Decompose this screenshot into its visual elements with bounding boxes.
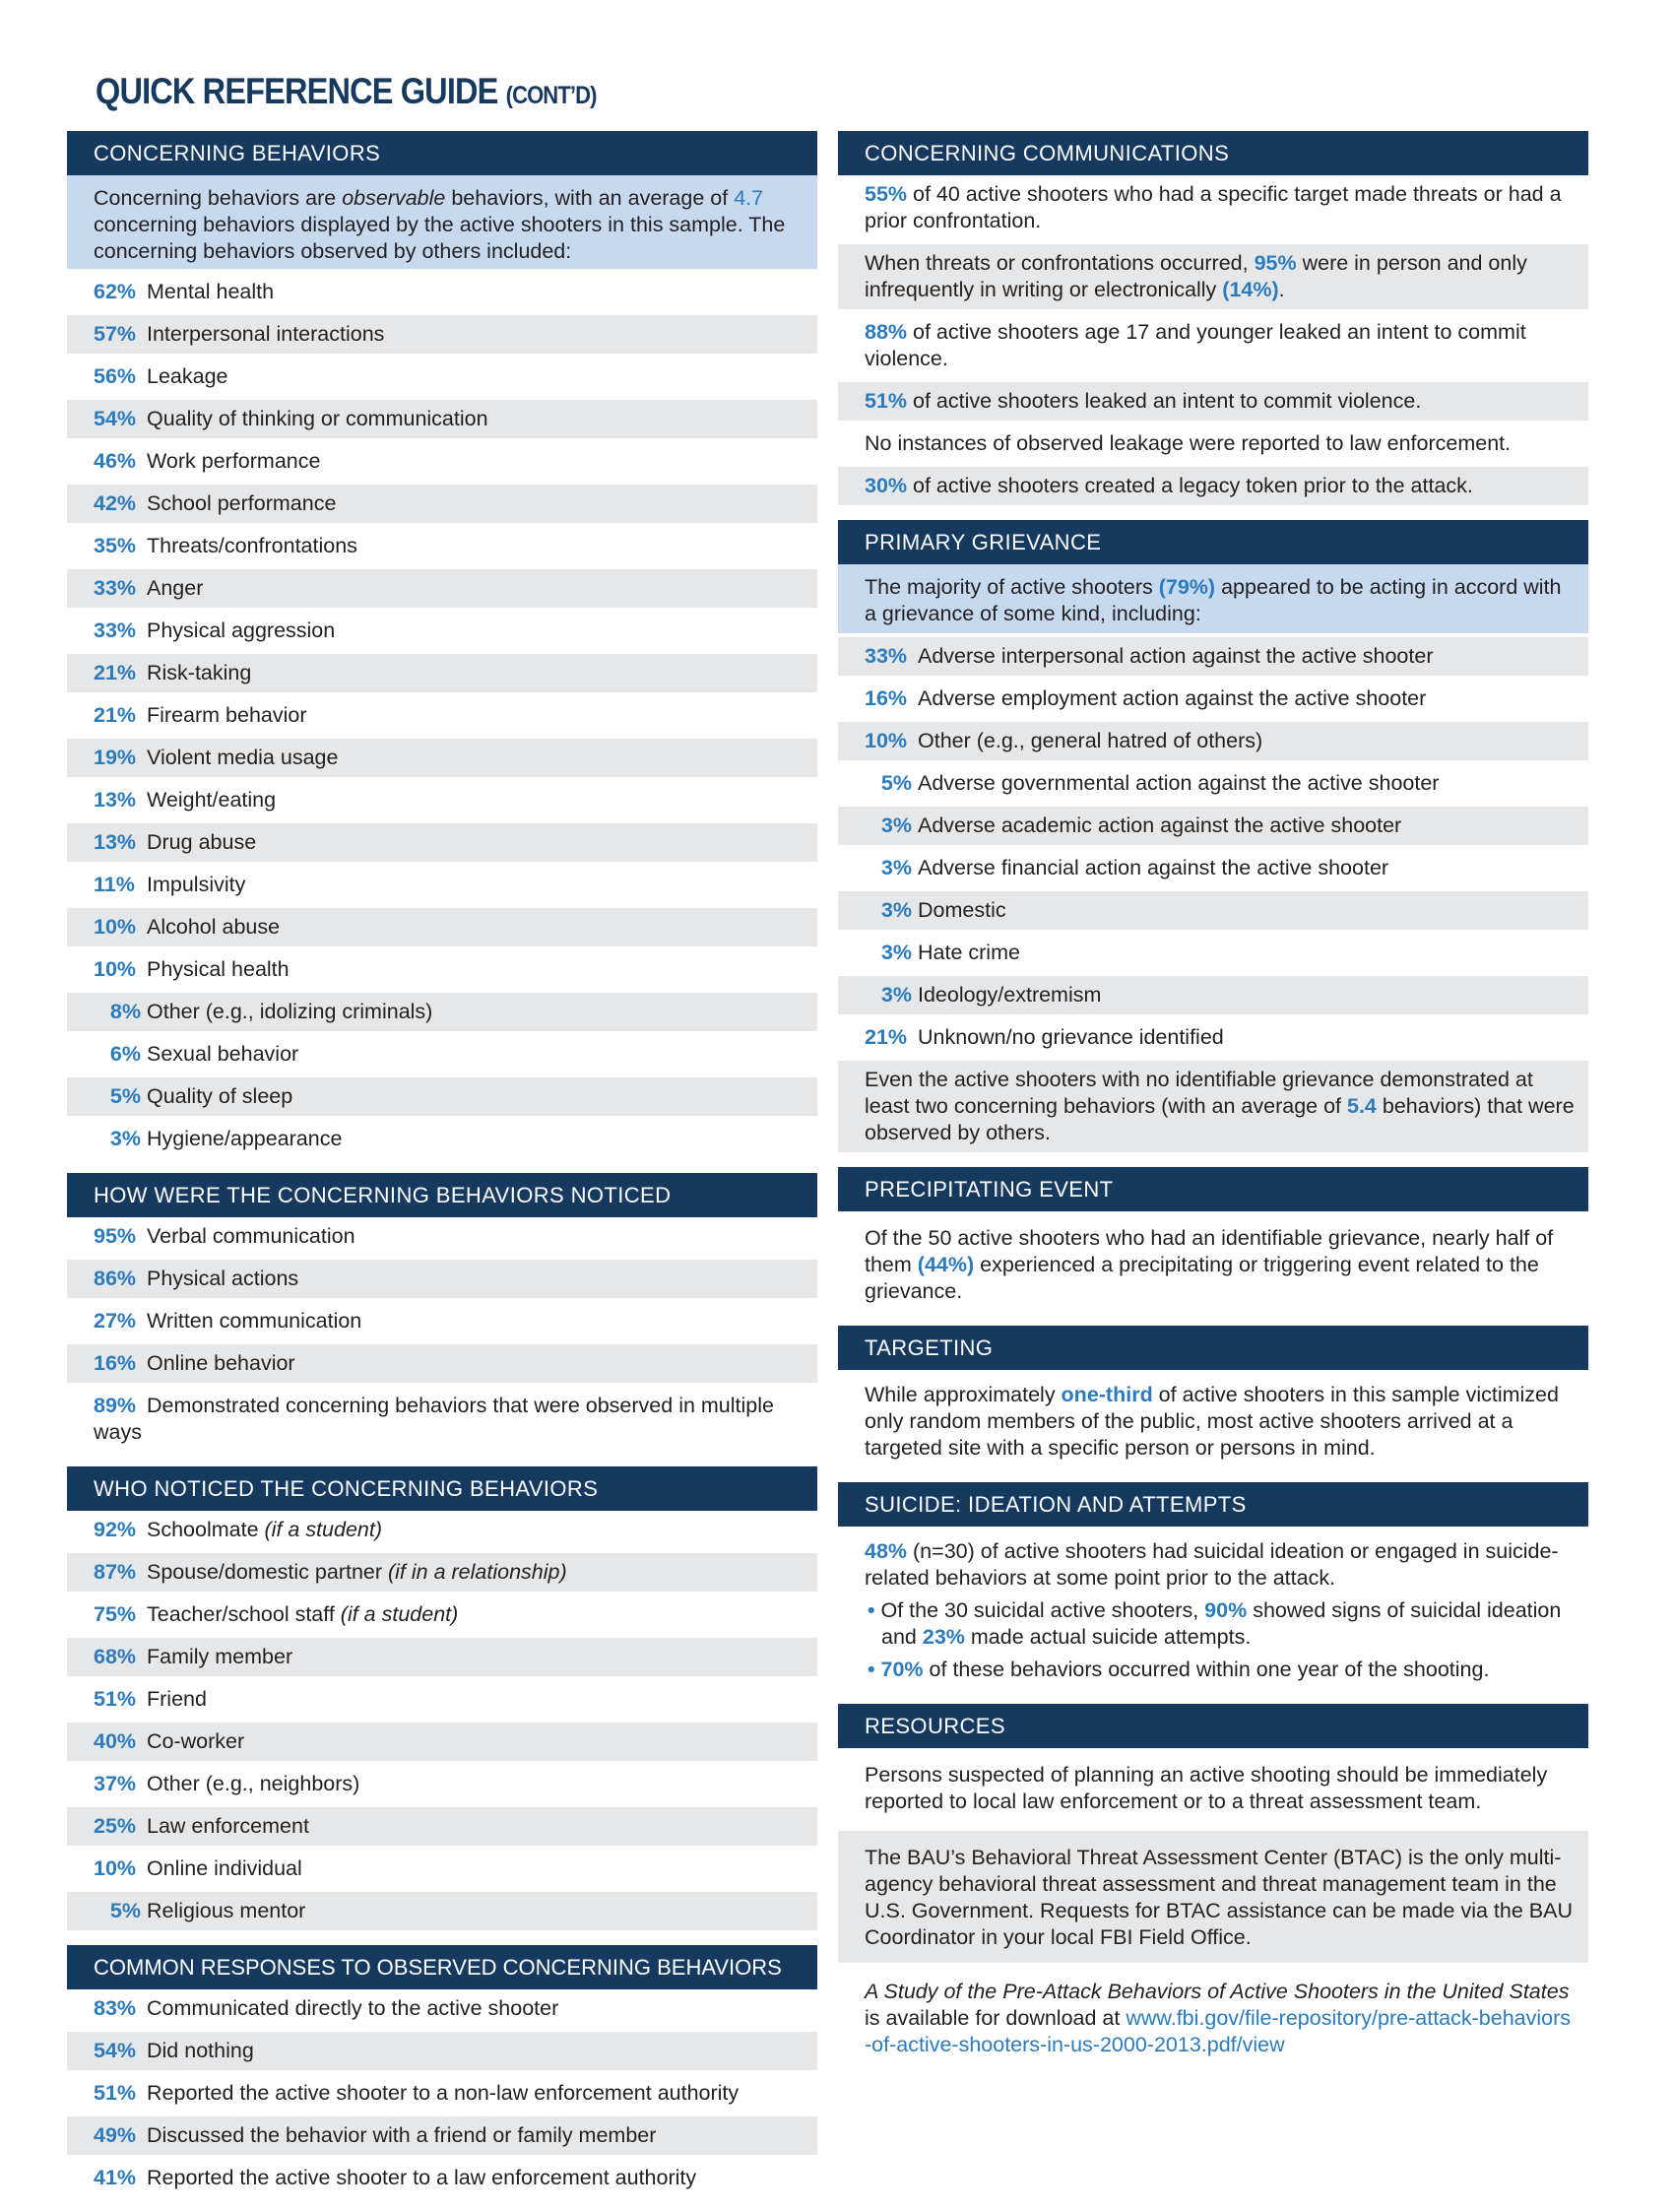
item-label: Adverse financial action against the active shooter <box>918 856 1389 879</box>
item-label: Quality of thinking or communication <box>147 407 488 430</box>
primary-grievance-section <box>838 520 1588 1156</box>
right-column <box>838 131 1588 2079</box>
percent-value: 16% <box>865 686 908 710</box>
section-header: RESOURCES <box>838 1704 1588 1748</box>
how-noticed-section <box>67 1173 817 1456</box>
list-item <box>838 637 1588 680</box>
list-item <box>67 866 817 908</box>
item-label: Adverse governmental action against the active shooter <box>918 771 1440 795</box>
percent-value: 16% <box>94 1351 137 1375</box>
section-header: CONCERNING COMMUNICATIONS <box>838 131 1588 175</box>
list-item: 55% of 40 active shooters who had a specific target made threats or had a prior confrontation. <box>838 175 1588 244</box>
section-intro: The majority of active shooters (79%) appeared to be acting in accord with a grievance of some kind, including: <box>838 564 1588 637</box>
list-item <box>67 358 817 400</box>
resources-paragraph: The BAU’s Behavioral Threat Assessment Center (BTAC) is the only multi-agency behavioral threat assessment and threat management team in the U.S. Government. Requests for BTAC assistance can be made via the BAU Coordinator in your local FBI Field Office. <box>838 1831 1588 1967</box>
precipitating-event-section <box>838 1167 1588 1315</box>
page-title <box>96 71 597 112</box>
list-item <box>838 680 1588 722</box>
targeting-section <box>838 1326 1588 1471</box>
percent-value: 54% <box>94 2039 137 2062</box>
percent-value: 6% <box>109 1042 141 1066</box>
percent-value: 33% <box>865 644 908 668</box>
percent-value: 75% <box>94 1602 137 1626</box>
percent-value: 51% <box>94 2081 137 2105</box>
list-item <box>67 1553 817 1595</box>
item-label: Physical health <box>147 957 290 981</box>
percent-value: 10% <box>865 729 908 752</box>
list-item <box>67 485 817 527</box>
percent-value: 21% <box>94 703 137 727</box>
section-header: WHO NOTICED THE CONCERNING BEHAVIORS <box>67 1466 817 1511</box>
item-label: Adverse academic action against the active shooter <box>918 813 1402 837</box>
item-label: Hate crime <box>918 941 1020 964</box>
list-item <box>67 1807 817 1850</box>
item-label: Law enforcement <box>147 1814 309 1838</box>
item-label: Reported the active shooter to a non-law enforcement authority <box>147 2081 740 2105</box>
item-label: Hygiene/appearance <box>147 1127 343 1150</box>
item-label: Spouse/domestic partner <box>147 1560 388 1584</box>
item-label: Alcohol abuse <box>147 915 281 939</box>
percent-value: 11% <box>94 873 135 896</box>
list-item <box>67 1120 817 1162</box>
common-responses-list <box>67 1989 817 2201</box>
resources-section <box>838 1704 1588 2068</box>
item-label: Risk-taking <box>147 661 252 684</box>
percent-value: 13% <box>94 830 137 854</box>
section-text: While approximately one-third of active shooters in this sample victimized only random members of the public, most active shooters arrived at a targeted site with a specific person or persons in mind. <box>838 1370 1588 1471</box>
list-item <box>67 1892 817 1934</box>
section-header: PRECIPITATING EVENT <box>838 1167 1588 1211</box>
common-responses-section <box>67 1945 817 2201</box>
section-header: HOW WERE THE CONCERNING BEHAVIORS NOTICED <box>67 1173 817 1217</box>
percent-value: 54% <box>94 407 137 430</box>
list-item <box>67 950 817 993</box>
item-label: Verbal communication <box>147 1224 355 1248</box>
percent-value: 56% <box>94 364 137 388</box>
item-label: Other (e.g., general hatred of others) <box>918 729 1263 752</box>
page-title-sub: (CONT’D) <box>505 82 597 109</box>
item-label: Other (e.g., idolizing criminals) <box>147 1000 433 1023</box>
list-item <box>67 696 817 739</box>
item-label: Weight/eating <box>147 788 277 812</box>
percent-value: 33% <box>94 618 137 642</box>
item-label: Threats/confrontations <box>147 534 357 557</box>
suicide-section <box>838 1482 1588 1693</box>
list-item <box>838 976 1588 1018</box>
percent-value: 19% <box>94 746 137 769</box>
who-noticed-section <box>67 1466 817 1934</box>
item-label: Unknown/no grievance identified <box>918 1025 1224 1049</box>
section-header: CONCERNING BEHAVIORS <box>67 131 817 175</box>
list-item <box>67 527 817 569</box>
study-reference: A Study of the Pre-Attack Behaviors of Active Shooters in the United States is available for download at www.fbi.gov/file-repository/pre-attack-behaviors-of-active-shooters-in-us-2000-2013.pdf/view <box>838 1967 1588 2068</box>
item-label: School performance <box>147 491 337 515</box>
how-noticed-list <box>67 1217 817 1456</box>
item-note: (if in a relationship) <box>388 1560 567 1584</box>
concerning-communications-list <box>838 175 1588 509</box>
list-item <box>838 934 1588 976</box>
list-item: 30% of active shooters created a legacy token prior to the attack. <box>838 467 1588 509</box>
item-label: Co-worker <box>147 1729 245 1753</box>
item-label: Domestic <box>918 898 1006 922</box>
list-item <box>838 1018 1588 1061</box>
list-item <box>67 2116 817 2159</box>
item-label: Other (e.g., neighbors) <box>147 1772 360 1795</box>
section-intro: Concerning behaviors are observable behaviors, with an average of 4.7 concerning behaviors displayed by the active shooters in this sample. The concerning behaviors observed by others included: <box>67 175 817 273</box>
list-item <box>67 739 817 781</box>
item-label: Teacher/school staff <box>147 1602 341 1626</box>
item-label: Violent media usage <box>147 746 339 769</box>
section-text: 48% (n=30) of active shooters had suicidal ideation or engaged in suicide-related behaviors at some point prior to the attack. <box>838 1527 1588 1597</box>
list-item: 88% of active shooters age 17 and younger leaked an intent to commit violence. <box>838 313 1588 382</box>
percent-value: 21% <box>94 661 137 684</box>
percent-value: 13% <box>94 788 137 812</box>
list-item <box>67 1260 817 1302</box>
section-text: Of the 50 active shooters who had an identifiable grievance, nearly half of them (44%) experienced a precipitating or triggering event related to the grievance. <box>838 1211 1588 1315</box>
item-label: Impulsivity <box>147 873 246 896</box>
list-item <box>67 1850 817 1892</box>
section-header: COMMON RESPONSES TO OBSERVED CONCERNING BEHAVIORS <box>67 1945 817 1989</box>
list-item <box>67 315 817 358</box>
item-label: Adverse employment action against the active shooter <box>918 686 1427 710</box>
item-label: Discussed the behavior with a friend or family member <box>147 2123 657 2147</box>
list-item <box>67 2159 817 2201</box>
section-header: PRIMARY GRIEVANCE <box>838 520 1588 564</box>
concerning-communications-section <box>838 131 1588 509</box>
percent-value: 46% <box>94 449 137 473</box>
percent-value: 3% <box>880 983 912 1007</box>
percent-value: 5% <box>109 1899 141 1922</box>
bullet-item: • 70% of these behaviors occurred within one year of the shooting. <box>838 1657 1588 1693</box>
item-label: Adverse interpersonal action against the active shooter <box>918 644 1434 668</box>
list-item <box>67 1765 817 1807</box>
percent-value: 83% <box>94 1996 137 2020</box>
concerning-behaviors-list <box>67 273 817 1162</box>
percent-value: 42% <box>94 491 137 515</box>
list-item <box>67 442 817 485</box>
item-label: Demonstrated concerning behaviors that were observed in multiple ways <box>94 1394 774 1444</box>
percent-value: 95% <box>94 1224 137 1248</box>
list-item <box>838 849 1588 891</box>
percent-value: 68% <box>94 1645 137 1668</box>
percent-value: 3% <box>880 941 912 964</box>
percent-value: 3% <box>880 898 912 922</box>
list-item <box>67 781 817 823</box>
list-item: When threats or confrontations occurred, 95% were in person and only infrequently in writing or electronically (14%). <box>838 244 1588 313</box>
section-header: TARGETING <box>838 1326 1588 1370</box>
percent-value: 5% <box>109 1084 141 1108</box>
item-label: Quality of sleep <box>147 1084 293 1108</box>
item-label: Family member <box>147 1645 293 1668</box>
item-label: Communicated directly to the active shooter <box>147 1996 559 2020</box>
percent-value: 35% <box>94 534 137 557</box>
item-label: Anger <box>147 576 204 600</box>
percent-value: 51% <box>94 1687 137 1711</box>
list-item <box>67 1680 817 1723</box>
percent-value: 86% <box>94 1267 137 1290</box>
percent-value: 5% <box>880 771 912 795</box>
item-label: Religious mentor <box>147 1899 306 1922</box>
item-label: Sexual behavior <box>147 1042 299 1066</box>
section-header: SUICIDE: IDEATION AND ATTEMPTS <box>838 1482 1588 1527</box>
item-label: Physical aggression <box>147 618 336 642</box>
who-noticed-list <box>67 1511 817 1934</box>
percent-value: 10% <box>94 915 137 939</box>
list-item <box>67 1387 817 1456</box>
percent-value: 3% <box>880 856 912 879</box>
percent-value: 8% <box>109 1000 141 1023</box>
list-item: No instances of observed leakage were reported to law enforcement. <box>838 424 1588 467</box>
list-item <box>838 764 1588 807</box>
list-item <box>67 2074 817 2116</box>
left-column <box>67 131 817 2212</box>
bullet-item: • Of the 30 suicidal active shooters, 90% showed signs of suicidal ideation and 23% made actual suicide attempts. <box>838 1597 1588 1657</box>
item-label: Leakage <box>147 364 228 388</box>
list-item <box>67 1511 817 1553</box>
list-item <box>67 569 817 612</box>
item-label: Schoolmate <box>147 1518 265 1541</box>
list-item <box>67 654 817 696</box>
percent-value: 92% <box>94 1518 137 1541</box>
list-item <box>67 1035 817 1077</box>
percent-value: 3% <box>109 1127 141 1150</box>
percent-value: 27% <box>94 1309 137 1333</box>
item-label: Ideology/extremism <box>918 983 1102 1007</box>
item-label: Did nothing <box>147 2039 254 2062</box>
item-label: Work performance <box>147 449 321 473</box>
resources-paragraph: Persons suspected of planning an active shooting should be immediately reported to local law enforcement or to a threat assessment team. <box>838 1748 1588 1831</box>
list-item <box>67 612 817 654</box>
list-item <box>67 273 817 315</box>
percent-value: 21% <box>865 1025 908 1049</box>
percent-value: 40% <box>94 1729 137 1753</box>
primary-grievance-list <box>838 637 1588 1061</box>
item-label: Online behavior <box>147 1351 295 1375</box>
percent-value: 41% <box>94 2166 137 2189</box>
percent-value: 25% <box>94 1814 137 1838</box>
list-item <box>67 1217 817 1260</box>
list-item <box>838 807 1588 849</box>
item-label: Reported the active shooter to a law enforcement authority <box>147 2166 697 2189</box>
percent-value: 62% <box>94 280 137 303</box>
item-label: Physical actions <box>147 1267 299 1290</box>
list-item <box>67 1077 817 1120</box>
percent-value: 33% <box>94 576 137 600</box>
percent-value: 87% <box>94 1560 137 1584</box>
percent-value: 57% <box>94 322 137 346</box>
percent-value: 10% <box>94 1856 137 1880</box>
grievance-note: Even the active shooters with no identifiable grievance demonstrated at least two concerning behaviors (with an average of 5.4 behaviors) that were observed by others. <box>838 1061 1588 1156</box>
list-item <box>67 908 817 950</box>
percent-value: 89% <box>94 1394 137 1417</box>
list-item <box>67 993 817 1035</box>
list-item <box>67 1638 817 1680</box>
item-label: Online individual <box>147 1856 302 1880</box>
list-item <box>67 823 817 866</box>
list-item <box>67 1595 817 1638</box>
download-link[interactable]: www.fbi.gov/file-repository/pre-attack-behaviors-of-active-shooters-in-us-2000-2013.pdf/view <box>865 2006 1572 2056</box>
page-title-main: QUICK REFERENCE GUIDE <box>96 71 498 111</box>
item-label: Firearm behavior <box>147 703 307 727</box>
list-item <box>838 722 1588 764</box>
list-item <box>67 1344 817 1387</box>
concerning-behaviors-section <box>67 131 817 1162</box>
item-note: (if a student) <box>264 1518 383 1541</box>
item-label: Friend <box>147 1687 207 1711</box>
item-label: Interpersonal interactions <box>147 322 385 346</box>
list-item <box>67 400 817 442</box>
percent-value: 49% <box>94 2123 137 2147</box>
list-item <box>838 891 1588 934</box>
item-note: (if a student) <box>340 1602 459 1626</box>
item-label: Written communication <box>147 1309 362 1333</box>
percent-value: 37% <box>94 1772 137 1795</box>
percent-value: 3% <box>880 813 912 837</box>
list-item <box>67 1302 817 1344</box>
item-label: Drug abuse <box>147 830 257 854</box>
list-item <box>67 1989 817 2032</box>
list-item <box>67 1723 817 1765</box>
list-item: 51% of active shooters leaked an intent to commit violence. <box>838 382 1588 424</box>
list-item <box>67 2032 817 2074</box>
item-label: Mental health <box>147 280 275 303</box>
percent-value: 10% <box>94 957 137 981</box>
